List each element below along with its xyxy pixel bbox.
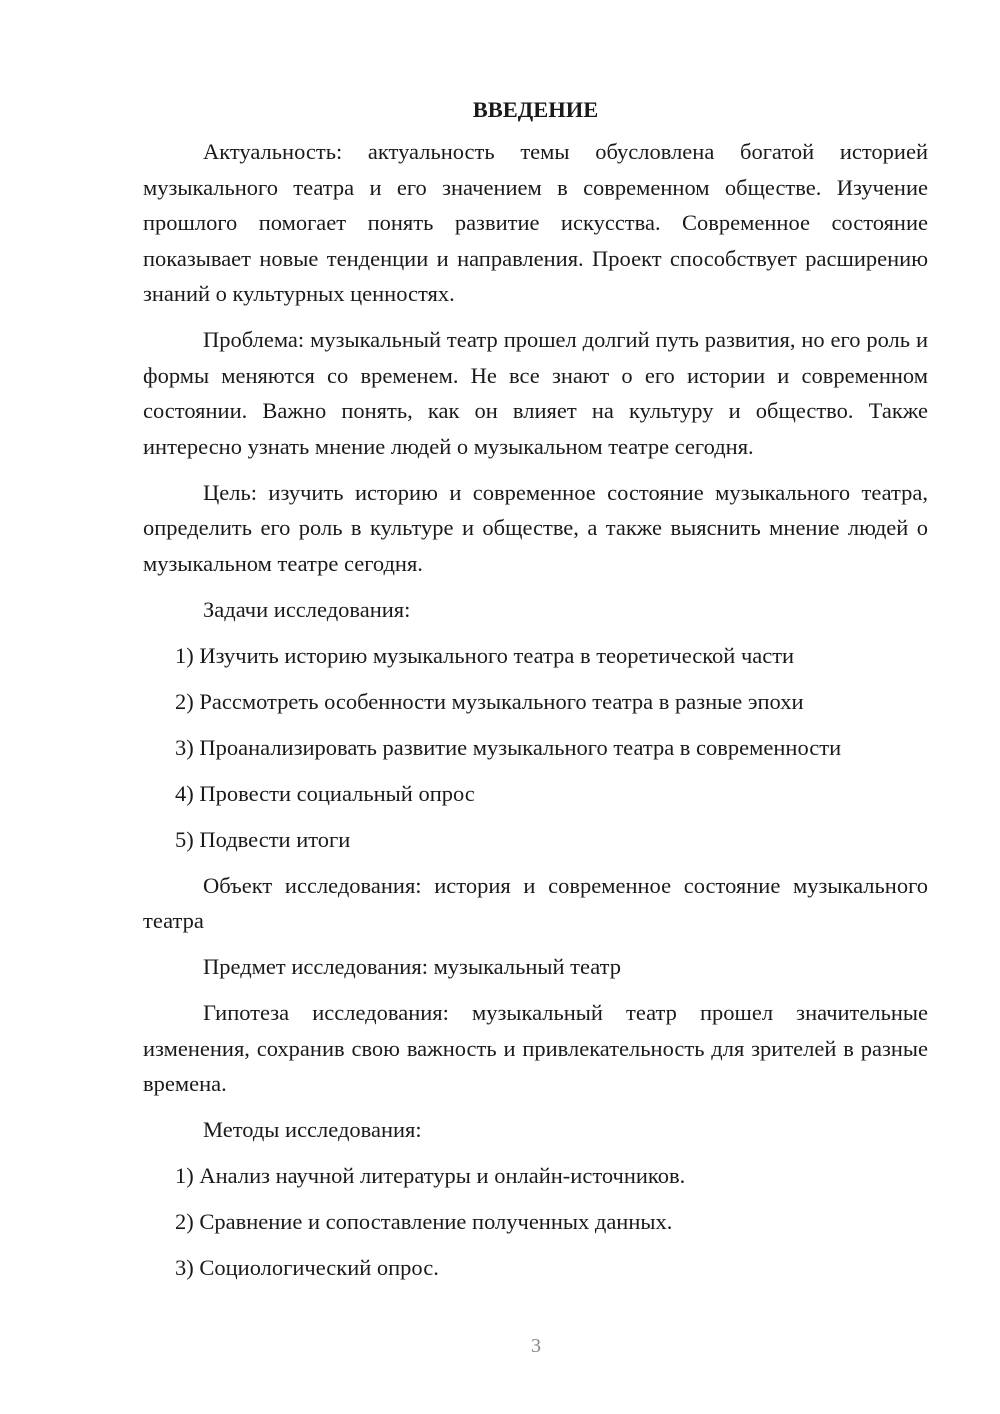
task-item: 1) Изучить историю музыкального театра в теоретической части (175, 642, 795, 668)
section-heading: ВВЕДЕНИЕ (472, 97, 599, 122)
subject-paragraph: Предмет исследования: музыкальный театр (203, 954, 622, 979)
task-item: 2) Рассмотреть особенности музыкального театра в разные эпохи (175, 688, 804, 714)
relevance-paragraph: Актуальность: актуальность темы обусловлена богатой историей музыкального театра и его значением в современном обществе. Изучение прошлого помогает понять развитие искусства. Современное состояние показывает новые тенденции и направления. Проект способствует расширению знаний о культурных ценностях. (143, 139, 928, 306)
task-item: 4) Провести социальный опрос (175, 780, 475, 806)
object-paragraph: Объект исследования: история и современное состояние музыкального театра (143, 872, 928, 933)
hypothesis-paragraph: Гипотеза исследования: музыкальный театр прошел значительные изменения, сохранив свою важность и привлекательность для зрителей в разные времена. (143, 1000, 928, 1096)
page-content (143, 95, 928, 1296)
task-item: 5) Подвести итоги (175, 826, 351, 852)
problem-paragraph: Проблема: музыкальный театр прошел долгий путь развития, но его роль и формы меняются со временем. Не все знают о его истории и современном состоянии. Важно понять, как он влияет на культуру и общество. Также интересно узнать мнение людей о музыкальном театре сегодня. (143, 327, 928, 459)
methods-title: Методы исследования: (203, 1117, 422, 1142)
method-item: 3) Социологический опрос. (175, 1255, 439, 1280)
method-item: 1) Анализ научной литературы и онлайн-источников. (175, 1163, 686, 1188)
goal-paragraph: Цель: изучить историю и современное состояние музыкального театра, определить его роль в культуре и обществе, а также выяснить мнение людей о музыкальном театре сегодня. (143, 479, 928, 576)
task-item: 3) Проанализировать развитие музыкального театра в современности (175, 734, 842, 760)
tasks-title: Задачи исследования: (203, 596, 411, 622)
page-number: 3 (531, 1335, 541, 1357)
method-item: 2) Сравнение и сопоставление полученных данных. (175, 1209, 673, 1234)
